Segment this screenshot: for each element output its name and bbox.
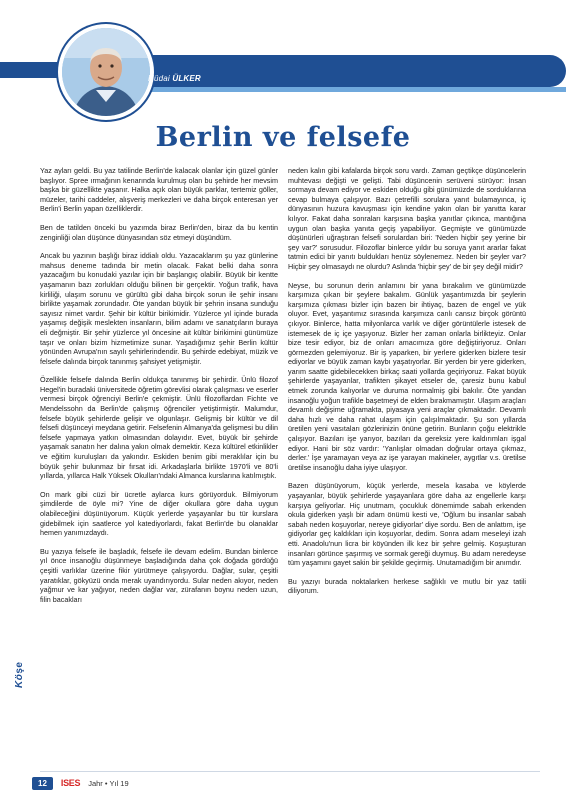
author-photo — [58, 24, 154, 120]
section-label — [14, 662, 25, 688]
section-label-prefix: Kö — [14, 673, 25, 688]
paragraph: Bu yazıyı burada noktalarken herkese sağlıklı ve mutlu bir yaz tatili diliyorum. — [288, 576, 526, 596]
magazine-logo: ISES — [60, 778, 81, 788]
author-name — [148, 74, 201, 83]
paragraph: neden kalın gibi kafalarda birçok soru vardı. Zaman geçtikçe düşüncelerin muhtevası değişti ve gelişti. Tabi düşüncenin serüveni sürüyor: İnsan sormaya devam ediyor ve eskiden olduğu gibi günümüzde de sorduklarına cevap bulmaya çalışıyor. Bazı çetrefilli sorulara yanıt bulamayınca, iç dünyasının huzura kavuşması için kendine yakın olan bir yanıtta karar kılıyor. Fakat daha sonraları karşısına başka yanıtlar çıkınca, mantığına uygun olan başka yanıta geçiş yapabiliyor. Geçmişte ve günümüzde düşünürleri uğraştıran felsefi sorulardan biri: 'Neden hiçbir şey yerine bir şey var?' sorusudur. Filozoflar binlerce yıldır bu soruya yanıt ararlar fakat tatmin edici bir yanıtı buldukları henüz söylenemez. Neden bir şeyler var? Hiçbir şey olmasaydı ne olurdu? Aslında 'hiçbir şey' de bir şey değil midir? — [288, 166, 526, 271]
author-portrait-icon — [62, 28, 150, 116]
section-label-suffix: şe — [14, 661, 25, 674]
paragraph: Ben de tatilden önceki bu yazımda biraz Berlin'den, biraz da bu kentin zenginliği olan düşünce dünyasından söz etmeyi düşündüm. — [40, 222, 278, 242]
paragraph: Özellikle felsefe dalında Berlin oldukça tanınmış bir şehirdir. Ünlü filozof Hegel'in buradaki üniversitede öğretim görevlisi olarak çalışması ve eserler vermesi birçok öğrenciyi Berlin'e çekmiştir. Ünlü filozoflardan Fichte ve Mendelssohn da Berlin'de çalışmış öğrenciler yetiştirmiştir. Malumdur, felsefe büyük şehirlerde gelişir ve olgunlaşır. Gelişmiş bir kültür ve dil felsefi düşünceyi meydana getirir. Felsefenin Almanya'da gelişmesi bu dilin felsefe yapmaya yatkın olmasından dolayıdır. Evet, büyük bir şehirde yaşamak sanatın her dalına yakın olmak demektir. Keza kültürel etkinlikler ve eğitim kuruluşları da yakındır. Eskiden benim gibi meraklılar için bu büyük şehir bulunmaz bir fırsat idi. Arkadaşlarla birlikte 1970'li ve 80'li yıllarda, yıllarca Halk Yüksek Okulları'ndaki Almanca kurslarına katılmıştık. — [40, 375, 278, 481]
footer — [32, 775, 129, 791]
author-first-name: Hüdai — [148, 74, 170, 83]
left-column — [40, 166, 278, 613]
author-last-name: ÜLKER — [172, 74, 201, 83]
paragraph: Neyse, bu sorunun derin anlamını bir yana bırakalım ve günümüzde karşımıza çıkan bir şeylere bakalım. Günlük yaşantımızda bir şeylerin karşımıza çıkması bizler için bazen bir ihtiyaç, bazen de engel ve yük oluyor. Evet, yaşantımız sırasında karşımıza canlı cansız birçok görüntü çıkıyor. Binlerce, hatta milyonlarca varlık ve diğer görüntülerle istesek de istemesek de iç içe yaşıyoruz. Bizler her zaman onlarla birlikteyiz. Onlar bize tesir ediyor, biz de onları amacımıza göre değiştiriyoruz. Onları görmezden gelemiyoruz. Bir iş yaparken, bir yerlere giderken bizlere tesir ediyorlar ve büyük zaman kaybı yaşatıyorlar. Bir yerden bir yere giderken, yarım saatte gidebilecekken birkaç saati yollarda geçiriyoruz. Fakat büyük şehirlerde yaşayanlar, trafikten şikayet etseler de, çaresiz bunu kabul etmek zorunda kalıyorlar ve duruma normalmiş gibi bakılır. Öte yandan insanoğlu yoğun trafikle başetmeyi de elden bırakmamıştır. Ulaşım araçları devamlı değişime uğramakta, piyasaya yeni araçlar çıkmaktadır. Devamlı daha hızlı ve daha rahat ulaşım için çalışılmaktadır. Şu son yıllarda üretilen yeni vasıtaları gözlerinizin önüne getirin. Bunların çoğu elektrikle çalışıyor. Bazıları işe yarıyor, bazıları da gereksiz yere kaldırımları işgal ediyor. Hani bir söz vardır: 'Yanlışlar olmadan doğrular ortaya çıkmaz, derler.' İşe yaramayan veya az işe yarayan makineler, aygıtlar v.s. üretilse üretilse insanoğlu daha iyiye ulaşıyor. — [288, 280, 526, 472]
paragraph: Ancak bu yazının başlığı biraz iddialı oldu. Yazacaklarım şu yaz günlerine mahsus deneme tadında bir metin olacak. Fakat belki daha sonra yazacağım bu konudaki yazılar için bir başlangıç olabilir. Büyük bir kentte yaşamanın bazı zorlukları olduğu bilinen bir gerçektir. Yoğun trafik, hava kirliliği, ulaşım sorunu ve gürültü gibi daha birçok sorun ile şehir insanı birlikte yaşamak zorundadır. Öte yandan büyük bir şehrin insana sunduğu sayısız nimet vardır. Şehir bir kültür birikimidir. Yüzlerce yıl içinde burada yaşamış değişik meslekten insanların, bilim adamı ve sanatçıların buraya eli değmiştir. Bir şehir yüzlerce yıl öncesine ait kültür birikimini günümüze taşır ve onları bizim hizmetimize sunar. Yaşadığımız şehir Berlin kültür yönünden Avrupa'nın sayılı şehirlerindendir. Bu şehirde edebiyat, müzik ve felsefe dalında birçok tanınmış şahsiyet yetişmiştir. — [40, 251, 278, 366]
issue-label: Jahr • Yıl 19 — [88, 778, 129, 788]
page-number: 12 — [32, 777, 53, 790]
paragraph: Bu yazıya felsefe ile başladık, felsefe ile devam edelim. Bundan binlerce yıl önce insanoğlu düşünmeye başladığında daha çok doğada gördüğü çeşitli varlıklar üzerine fikir yürütmeye çalışıyordu. Dağlar, sular, çeşitli yaratıklar, gökyüzü onda merak uyandırıyordu. Sular neden akıyor, neden yağmur ve kar yağıyor, neden dağlar var, zürafanın boynu neden uzun, filin bacakları — [40, 546, 278, 604]
paragraph: Yaz ayları geldi. Bu yaz tatilinde Berlin'de kalacak olanlar için güzel günler başlıyor. Spree ırmağının kenarında kurulmuş olan bu şehirde her mevsim başka bir güzellikte yaşanır. Halka açık olan büyük parklar, tertemiz göller, müzeler, tarihi caddeler, alışveriş merkezleri ve daha birçok enteresan yer Berlin'i Berlin yapan özelliklerdir. — [40, 166, 278, 214]
paragraph: Bazen düşünüyorum, küçük yerlerde, mesela kasaba ve köylerde yaşayanlar, büyük şehirlerde yaşayanlara göre daha az engellerle karşı karşıya geliyorlar. Hiç unutmam, çocukluk dönemimde sabah erkenden okula giderken yaşlı bir adam önümü kesti ve, 'Oğlum bu insanlar sabah sabah neden koşuyorlar, nereye gidiyorlar' diye sordu. Ben de anlattım, işe gidiyorlar geç kaldıkları için koşuyorlar, dedim. Sonra adam meseleyi izah etti. Anadolu'nun licra bir köyünden ilk kez bir şehre gelmiş. Koşuşturan insanları görünce şaşırmış ve sormak gereği duymuş. Bu adam neredeyse tüm yaşamını gayet sakin bir şekilde geçirmiş. Unutamadığım bir anımdır. — [288, 481, 526, 568]
article-title: Berlin ve felsefe — [155, 122, 411, 153]
right-column — [288, 166, 526, 605]
paragraph: On mark gibi cüzi bir ücretle aylarca kurs görüyorduk. Bilmiyorum şimdilerde de öyle mi? Yine de diğer okullara göre daha uygun olabileceğini düşünüyorum. Küçük yerlerde yaşayanlar bu tür kurslara gidebilmek için saatlerce yol katediyorlardı, fakat Berlin'de bu olanaklar hemen yanımızdaydı. — [40, 489, 278, 538]
footer-divider — [40, 771, 540, 772]
